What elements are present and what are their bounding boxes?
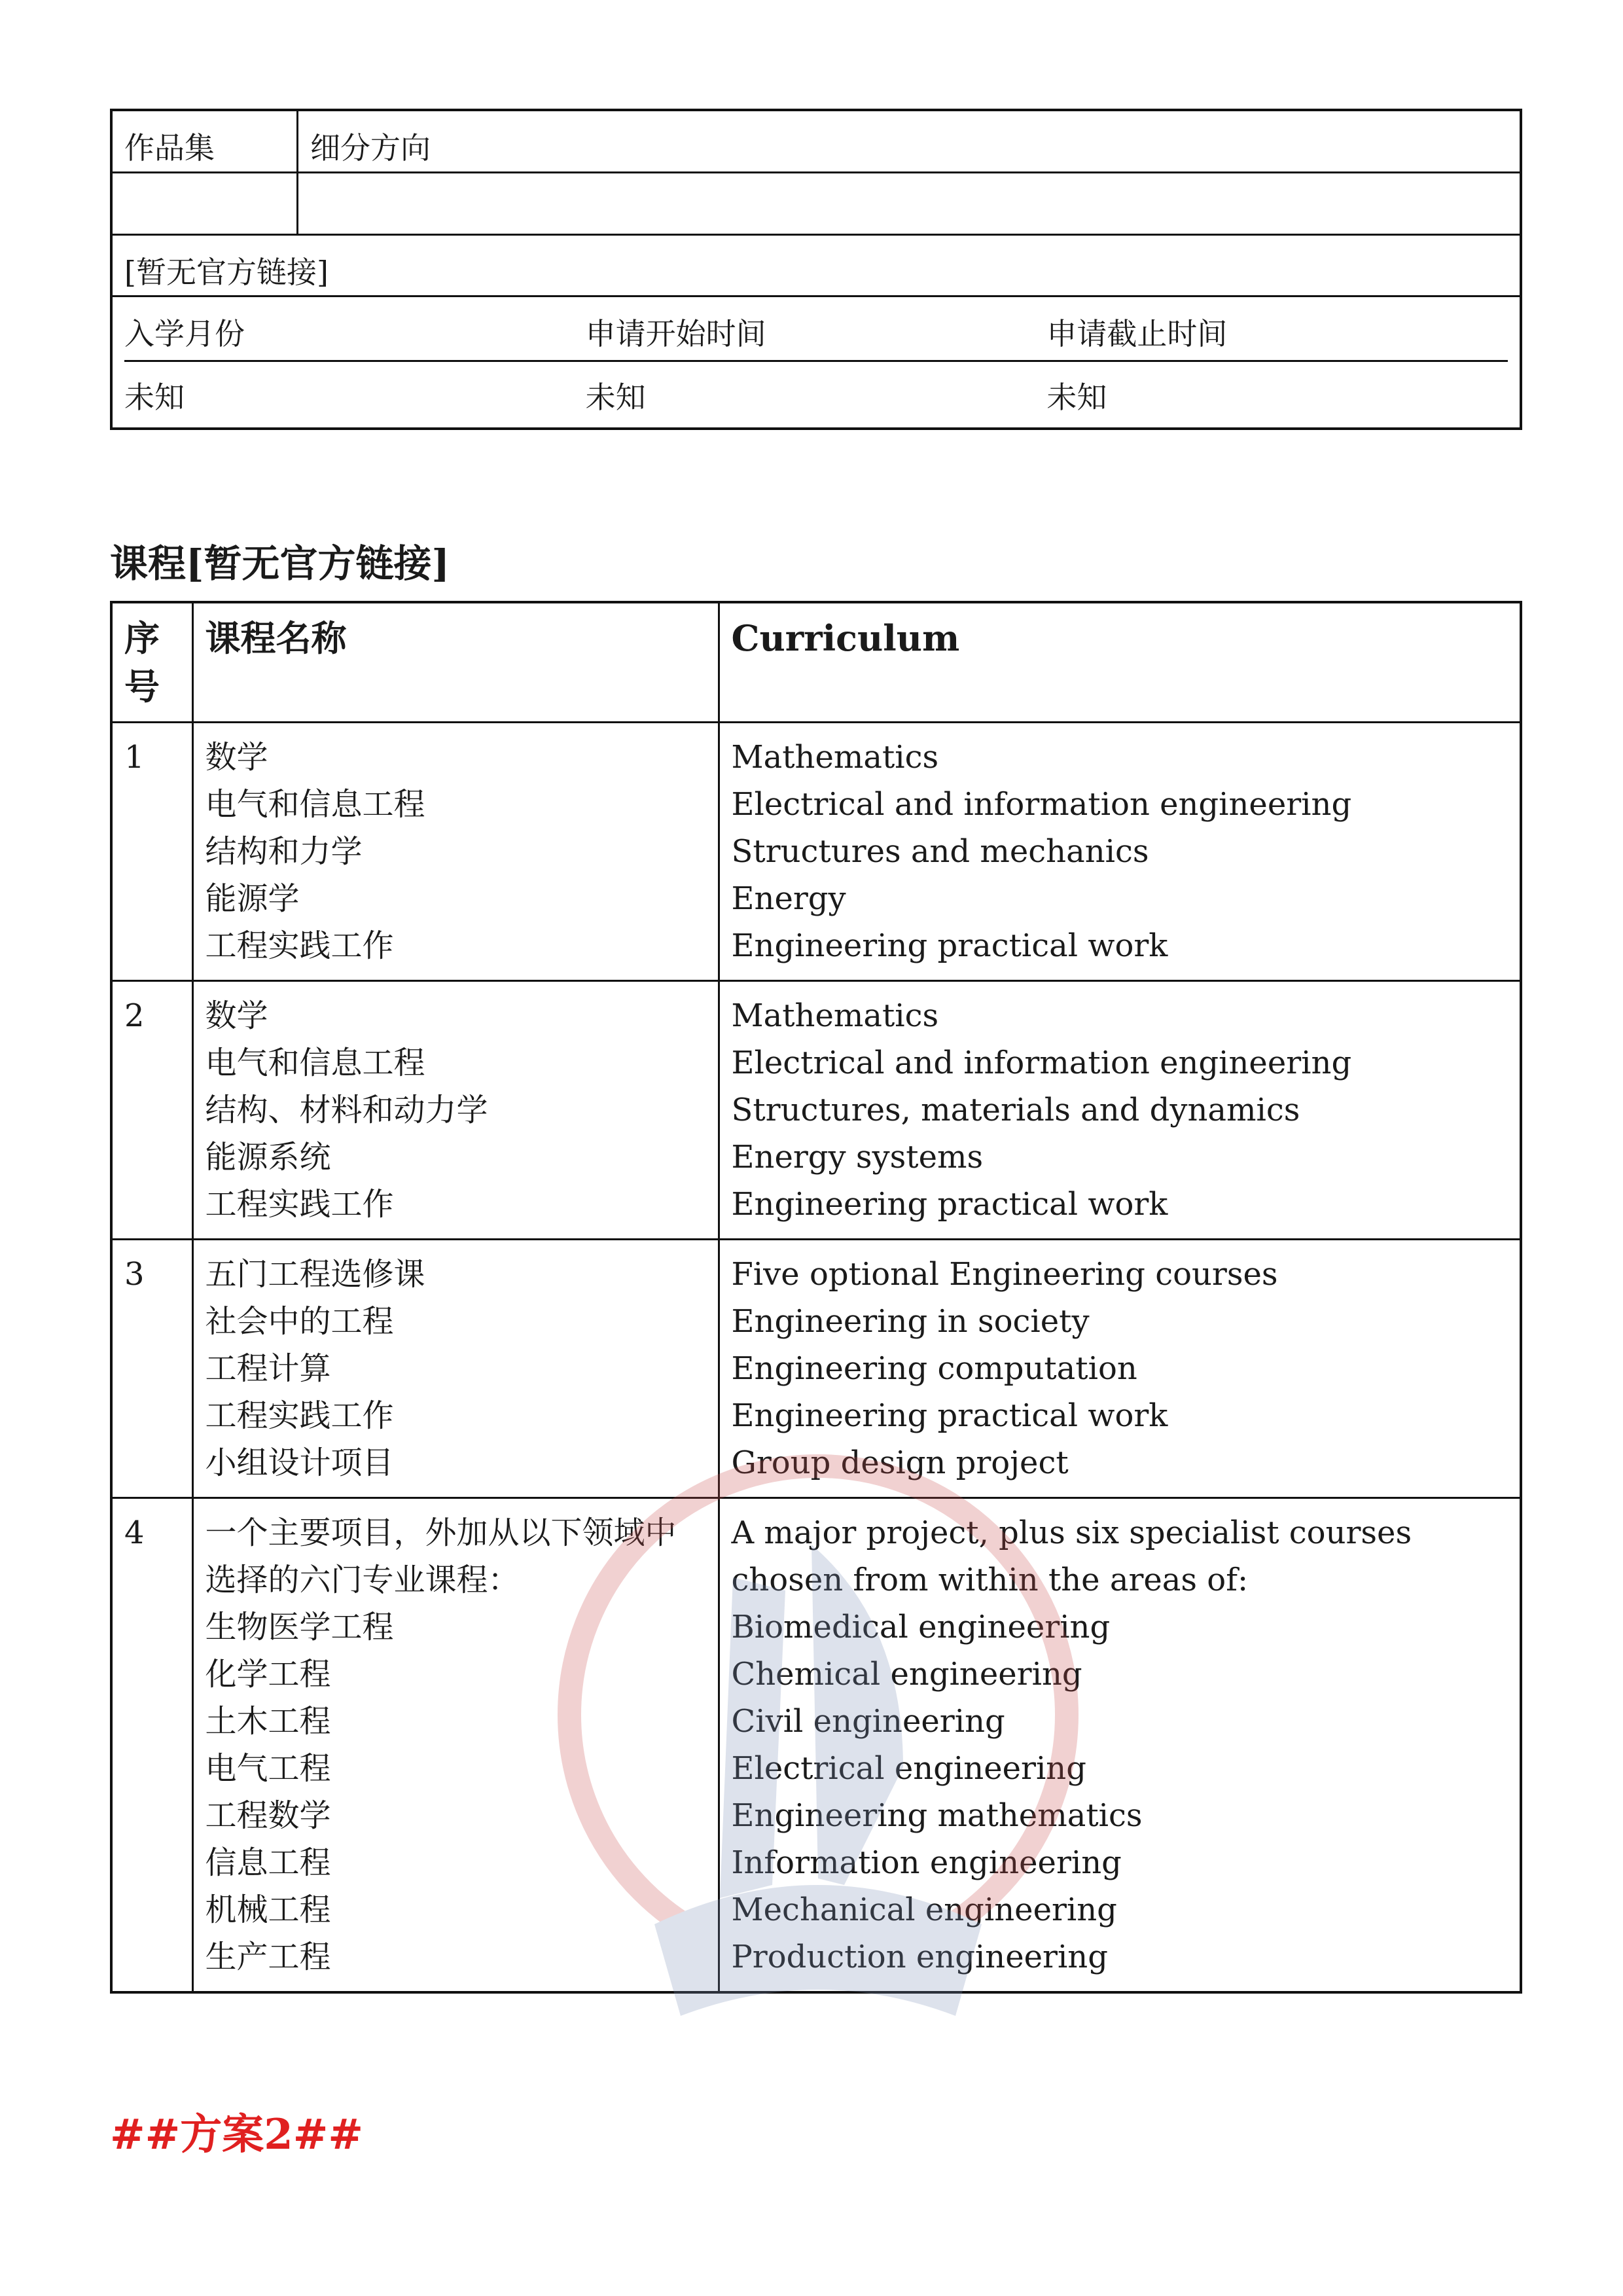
course-row <box>111 1498 1521 1993</box>
curriculum-en: Mathematics <box>731 739 939 776</box>
dates-block <box>113 297 1520 427</box>
curriculum-en: Engineering practical work <box>731 927 1168 964</box>
course-name-cn: 工程计算 <box>205 1350 331 1387</box>
course-name-cn: 能源学 <box>205 880 300 917</box>
program-info-table <box>110 109 1522 430</box>
course-name-cn: 结构和力学 <box>205 833 363 870</box>
course-name-cn: 五门工程选修课 <box>205 1256 425 1293</box>
application-deadline-value: 未知 <box>1046 380 1107 415</box>
curriculum-en: Energy systems <box>731 1139 984 1175</box>
course-row <box>111 981 1521 1240</box>
official-link-row: [暂无官方链接] <box>113 236 1520 297</box>
curriculum-en: Structures, materials and dynamics <box>731 1092 1300 1128</box>
header-no <box>111 602 192 723</box>
course-name-cn-cell <box>192 1498 719 1993</box>
course-name-cn: 小组设计项目 <box>205 1444 394 1481</box>
course-name-cn: 信息工程 <box>205 1844 331 1881</box>
curriculum-en: Group design project <box>731 1444 1069 1481</box>
portfolio-label: 作品集 <box>113 111 298 171</box>
curriculum-en: Structures and mechanics <box>731 833 1149 870</box>
header-no-text: 序号 <box>124 617 160 708</box>
course-name-cn: 选择的六门专业课程： <box>205 1562 520 1598</box>
dates-value-row <box>124 362 1508 421</box>
curriculum-en-cell <box>719 981 1521 1240</box>
course-name-cn: 工程数学 <box>205 1797 331 1834</box>
curriculum-en: Electrical and information engineering <box>731 786 1352 823</box>
curriculum-en: Engineering in society <box>731 1303 1090 1340</box>
dates-header-row <box>124 310 1508 362</box>
course-name-cn: 电气和信息工程 <box>205 786 425 823</box>
course-table-header-row <box>111 602 1521 723</box>
curriculum-en: Civil engineering <box>731 1703 1005 1740</box>
course-name-cn: 生产工程 <box>205 1939 331 1975</box>
intake-month-label: 入学月份 <box>124 316 245 351</box>
portfolio-value <box>113 173 298 234</box>
course-row-number: 4 <box>111 1498 192 1993</box>
curriculum-en: Engineering practical work <box>731 1186 1168 1223</box>
course-name-cn: 结构、材料和动力学 <box>205 1092 488 1128</box>
course-name-cn: 数学 <box>205 739 268 776</box>
course-name-cn: 数学 <box>205 997 268 1034</box>
course-row-number: 2 <box>111 981 192 1240</box>
curriculum-en: Information engineering <box>731 1844 1122 1881</box>
direction-value <box>298 173 1520 234</box>
course-name-cn: 土木工程 <box>205 1703 331 1740</box>
curriculum-en: Electrical and information engineering <box>731 1045 1352 1081</box>
course-row <box>111 1240 1521 1498</box>
curriculum-en: A major project, plus six specialist courses <box>731 1515 1412 1551</box>
application-start-label: 申请开始时间 <box>585 316 766 351</box>
curriculum-en: Engineering computation <box>731 1350 1137 1387</box>
course-name-cn: 工程实践工作 <box>205 927 394 964</box>
course-name-cn: 化学工程 <box>205 1656 331 1693</box>
course-name-cn-cell <box>192 1240 719 1498</box>
course-name-cn: 机械工程 <box>205 1892 331 1928</box>
application-deadline-label: 申请截止时间 <box>1046 316 1228 351</box>
course-name-cn: 能源系统 <box>205 1139 331 1175</box>
curriculum-en: Five optional Engineering courses <box>731 1256 1278 1293</box>
course-name-cn-cell <box>192 723 719 981</box>
course-name-cn: 电气和信息工程 <box>205 1045 425 1081</box>
course-table <box>110 601 1522 1994</box>
curriculum-en: chosen from within the areas of: <box>731 1562 1249 1598</box>
intake-month-value: 未知 <box>124 380 185 415</box>
course-name-cn: 生物医学工程 <box>205 1609 394 1645</box>
course-row-number: 1 <box>111 723 192 981</box>
info-value-row <box>113 173 1520 236</box>
course-section-title: 课程[暂无官方链接] <box>110 541 450 586</box>
course-row-number: 3 <box>111 1240 192 1498</box>
curriculum-en-cell <box>719 723 1521 981</box>
curriculum-en: Production engineering <box>731 1939 1108 1975</box>
application-start-value: 未知 <box>585 380 646 415</box>
info-header-row <box>113 111 1520 173</box>
direction-label: 细分方向 <box>310 130 431 166</box>
header-en: Curriculum <box>719 602 1521 723</box>
course-name-cn: 社会中的工程 <box>205 1303 394 1340</box>
curriculum-en: Engineering mathematics <box>731 1797 1143 1834</box>
curriculum-en: Biomedical engineering <box>731 1609 1111 1645</box>
curriculum-en: Energy <box>731 880 846 917</box>
course-name-cn: 工程实践工作 <box>205 1186 394 1223</box>
course-name-cn: 工程实践工作 <box>205 1397 394 1434</box>
course-row <box>111 723 1521 981</box>
header-cn: 课程名称 <box>192 602 719 723</box>
curriculum-en: Engineering practical work <box>731 1397 1168 1434</box>
course-name-cn: 一个主要项目，外加从以下领域中 <box>205 1515 677 1551</box>
curriculum-en-cell <box>719 1240 1521 1498</box>
course-name-cn: 电气工程 <box>205 1750 331 1787</box>
course-name-cn-cell <box>192 981 719 1240</box>
curriculum-en: Mechanical engineering <box>731 1892 1117 1928</box>
curriculum-en: Chemical engineering <box>731 1656 1082 1693</box>
plan-heading: ##方案2## <box>110 2110 364 2159</box>
curriculum-en-cell <box>719 1498 1521 1993</box>
curriculum-en: Electrical engineering <box>731 1750 1086 1787</box>
curriculum-en: Mathematics <box>731 997 939 1034</box>
